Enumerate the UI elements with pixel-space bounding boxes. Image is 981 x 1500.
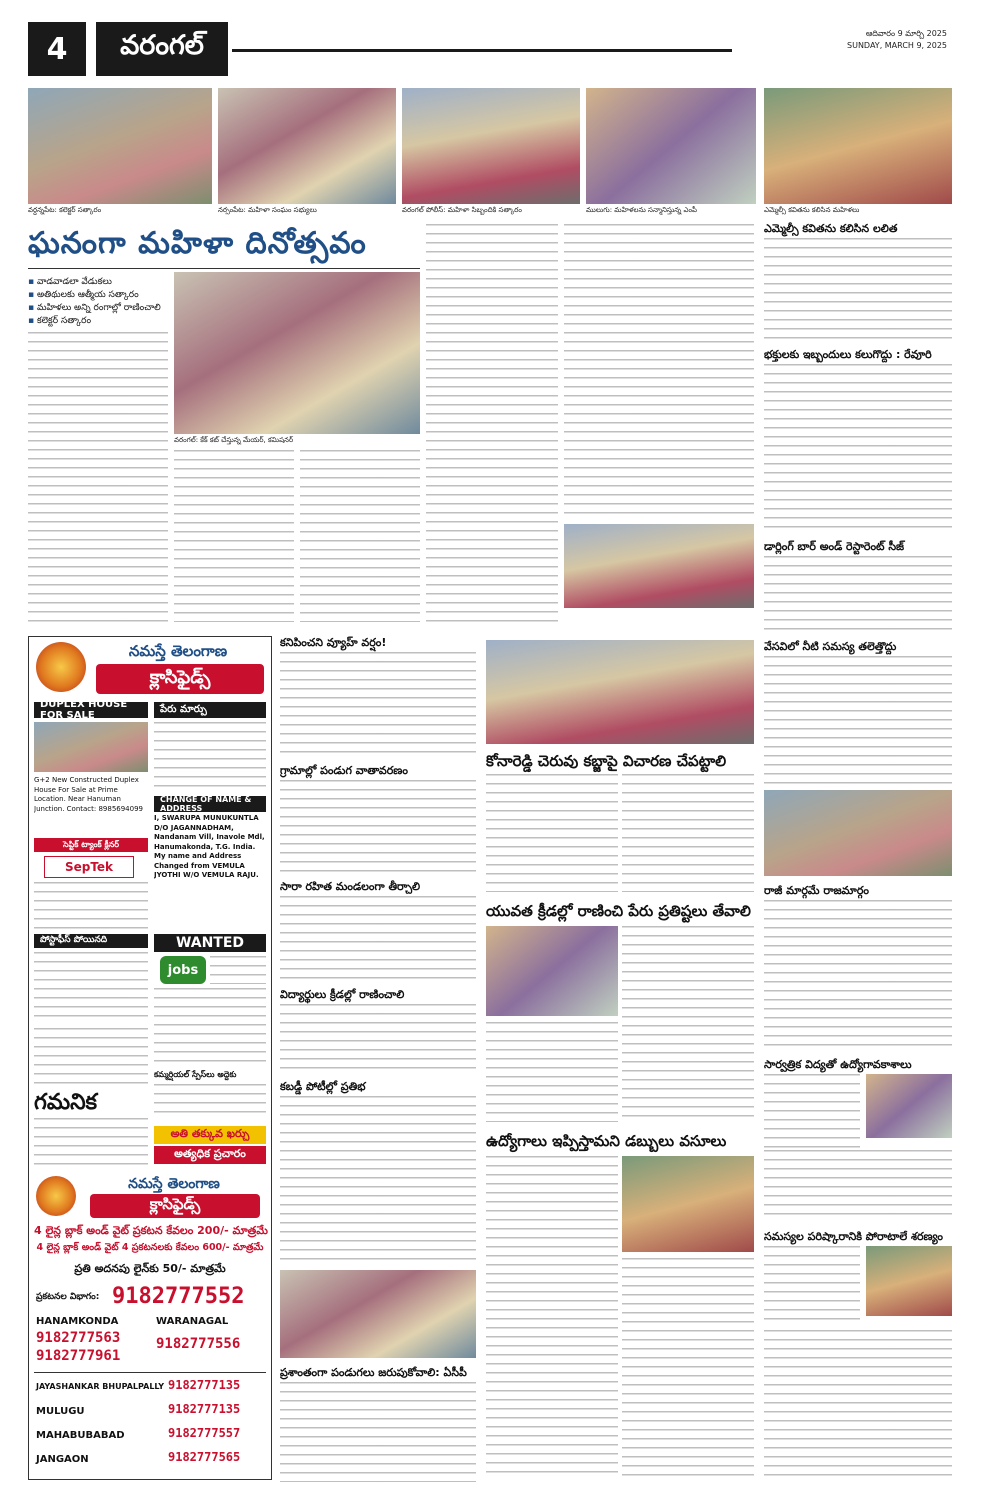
body-col-mid1: [426, 224, 558, 622]
lead-body-col1: [28, 332, 168, 622]
wanted-body: [154, 988, 266, 1066]
body-konareddy-a: [486, 774, 618, 892]
wanted-heading: WANTED: [154, 934, 266, 952]
headline-vidyarthula: విద్యార్థులు క్రీడల్లో రాణించాలి: [280, 988, 405, 1001]
duplex-text: G+2 New Constructed Duplex House For Sale at Prime Location. Near Hanuman Junction. Contact: 8985694099: [34, 776, 143, 813]
rent-body: [154, 1084, 266, 1120]
page-number: 4: [28, 22, 86, 76]
duplex-photo: [34, 722, 148, 772]
district-office-phone: 9182777135: [168, 1402, 241, 1416]
lead-photo-caption: వరంగల్: కేక్ కట్ చేస్తున్న మేయర్, కమిషనర్: [174, 436, 294, 444]
caption-mulugu: ములుగు: మహిళలను సన్మానిస్తున్న ఎంపీ: [586, 206, 697, 214]
caption-vardhannapet: వర్ధన్నపేట: కలెక్టర్ సత్కారం: [28, 206, 102, 214]
headline-darling-bar: డార్లింగ్ బార్ అండ్ రెస్టారెంట్ సీజ్: [764, 540, 905, 553]
headline-udyogalu: ఉద్యోగాలు ఇప్పిస్తామని డబ్బులు వసూలు: [486, 1132, 727, 1150]
headline-sara-rahitha: సారా రహిత మండలంగా తీర్చాలి: [280, 880, 421, 893]
body-sara-rahitha: [280, 896, 476, 980]
office-warangal-phone: 9182777556: [156, 1336, 241, 1352]
headline-bhakthulu: భక్తులకు ఇబ్బందులు కలుగొద్దు : రేవూరి: [764, 348, 932, 361]
body-udyogalu-b: [622, 1258, 754, 1480]
jobs-side: [210, 956, 266, 984]
gamanika-heading: గమనిక: [34, 1090, 98, 1115]
office-hanamkonda-phone-1: 9182777563: [36, 1330, 121, 1346]
change-address-heading: CHANGE OF NAME & ADDRESS: [154, 796, 266, 812]
rent-heading: కమ్మర్షియల్ స్పేస్‌లు అద్దెకు: [154, 1070, 237, 1079]
lead-rule: [28, 268, 420, 269]
body-bhakthulu: [764, 364, 952, 532]
office-hanamkonda: HANAMKONDA: [36, 1316, 119, 1327]
headline-prashanthanga: ప్రశాంతంగా పండుగలు జరుపుకోవాలి: ఏసీపీ: [280, 1366, 467, 1379]
headline-samasyala: సమస్యల పరిష్కారానికి పోరాటాలే శరణ్యం: [764, 1230, 943, 1243]
septic-heading: సెప్టిక్ ట్యాంక్ క్లీనర్: [34, 838, 148, 852]
office-warangal: WARANAGAL: [156, 1316, 229, 1327]
headline-raji-margam: రాజీ మార్గమే రాజమార్గం: [764, 884, 869, 897]
photo-yuvatha: [486, 926, 618, 1016]
name-change-heading: పేరు మార్పు: [154, 702, 266, 718]
issue-date-en: SUNDAY, MARCH 9, 2025: [847, 41, 947, 50]
lead-bullet: ▪ కలెక్టర్ సత్కారం: [28, 315, 168, 328]
body-col-mid2: [564, 224, 754, 520]
duplex-heading: DUPLEX HOUSE FOR SALE: [34, 702, 148, 718]
headline-sarvatrika: సార్వత్రిక విద్యతో ఉద్యోగావకాశాలు: [764, 1058, 912, 1071]
real-estate-body: [34, 1028, 148, 1088]
headline-yuvatha: యువత క్రీడల్లో రాణించి పేరు ప్రతిష్టలు తేవాలి: [486, 902, 751, 920]
change-address-text: I, SWARUPA MUNUKUNTLA D/O JAGANNADHAM, Nandanam Vill, Inavole Mdl, Hanumakonda, T.G. India. My name and Address Changed from VEMULA JYOTHI W/O VEMULA RAJU.: [154, 814, 265, 879]
classifieds-brand-2: నమస్తే తెలంగాణ: [128, 1176, 220, 1192]
ad-banner-1: అతి తక్కువ ఖర్చు: [154, 1126, 266, 1144]
body-kavitha: [764, 238, 952, 342]
issue-date-te: ఆదివారం 9 మార్చి 2025: [865, 29, 947, 38]
body-sarvatrika-b: [764, 1150, 952, 1222]
lead-bullet: ▪ మహిళలు అన్ని రంగాల్లో రాణించాలి: [28, 302, 168, 315]
lead-bullet: ▪ అతిథులకు ఆత్మీయ సత్కారం: [28, 289, 168, 302]
body-gramallo: [280, 780, 476, 872]
rate-3: ప్రతి అదనపు లైన్‌కు 50/- మాత్రమే: [74, 1262, 226, 1275]
body-darling-bar: [764, 556, 952, 632]
classifieds-logo-2: [36, 1176, 76, 1216]
classifieds-title-2: క్లాసిఫైడ్స్: [90, 1194, 260, 1218]
photo-mulugu: [586, 88, 756, 204]
headline-summer-water: వేసవిలో నీటి సమస్య తలెత్తొద్దు: [764, 640, 897, 653]
photo-brs-leaders: [486, 640, 754, 744]
district-office-phone: 9182777557: [168, 1426, 241, 1440]
body-sarvatrika-a: [764, 1074, 860, 1148]
rate-1: 4 లైన్ల బ్లాక్ అండ్ వైట్ ప్రకటన కేవలం 200/- మాత్రమే: [34, 1224, 268, 1237]
body-yuvatha-a: [486, 1022, 618, 1122]
jobs-logo: jobs: [160, 956, 206, 984]
body-kabaddi: [280, 1096, 476, 1262]
caption-warangal-police: వరంగల్ పోలీస్: మహిళా సిబ్బందికి సత్కారం: [402, 206, 522, 214]
classifieds-title: క్లాసిఫైడ్స్: [96, 664, 264, 694]
photo-samasyala: [866, 1246, 952, 1316]
body-summer-water: [764, 656, 952, 786]
lost-heading: పోస్టాఫీస్ పోయినది: [34, 934, 148, 948]
ad-banner-2: అత్యధిక ప్రచారం: [154, 1146, 266, 1164]
body-kaniginnula: [280, 652, 476, 756]
headline-kavitha: ఎమ్మెల్సీ కవితను కలిసిన లలిత: [764, 222, 898, 235]
contact-label: ప్రకటనల విభాగం:: [36, 1292, 100, 1302]
office-hanamkonda-phone-2: 9182777961: [36, 1348, 121, 1364]
photo-sarvatrika: [866, 1074, 952, 1138]
rate-2: 4 లైన్ల బ్లాక్ అండ్ వైట్ 4 ప్రకటనలకు కేవలం 600/- మాత్రమే: [36, 1242, 264, 1253]
lead-bullet: ▪ వాడవాడలా వేడుకలు: [28, 276, 168, 289]
gamanika-body: [34, 1118, 148, 1170]
name-change-body: [154, 722, 266, 792]
header-rule: [232, 49, 732, 52]
body-samasyala-a: [764, 1246, 860, 1326]
headline-gramallo: గ్రామాల్లో పండుగ వాతావరణం: [280, 764, 408, 777]
headline-kaniginnula: కనిపించని వ్యూహ్ వర్షం!: [280, 636, 387, 649]
district-office-name: MULUGU: [36, 1406, 85, 1417]
photo-acp: [280, 1270, 476, 1358]
lead-body-col3: [300, 450, 420, 622]
district-office-name: JANGAON: [36, 1454, 89, 1465]
issue-date: [847, 28, 947, 52]
offices-rule: [34, 1372, 266, 1373]
body-vidyarthula: [280, 1004, 476, 1072]
body-udyogalu-a: [486, 1156, 618, 1480]
district-office-phone: 9182777135: [168, 1378, 241, 1392]
caption-narsampet: నర్సంపేట: మహిళా సంఘం సభ్యులు: [218, 206, 317, 214]
body-samasyala-b: [764, 1330, 952, 1480]
caption-kavitha: ఎమ్మెల్సీ కవితను కలిసిన మహిళలు: [764, 206, 860, 214]
lost-body: [34, 952, 148, 1024]
photo-kavitha: [764, 88, 952, 204]
lead-bullets: [28, 276, 168, 328]
photo-warangal-police: [402, 88, 580, 204]
body-konareddy-b: [622, 774, 754, 892]
photo-civil-judge: [764, 790, 952, 876]
classifieds-logo: [36, 642, 86, 692]
section-title: వరంగల్: [96, 22, 228, 76]
photo-mahabubabad: [564, 524, 754, 608]
photo-narsampet: [218, 88, 396, 204]
body-prashanthanga: [280, 1382, 476, 1482]
lead-photo: [174, 272, 420, 434]
body-yuvatha-b: [622, 926, 754, 1122]
contact-main-phone: 9182777552: [112, 1284, 245, 1309]
classifieds-brand: నమస్తే తెలంగాణ: [128, 642, 228, 660]
lead-body-col2: [174, 450, 294, 622]
district-office-phone: 9182777565: [168, 1450, 241, 1464]
septic-body: [34, 882, 148, 930]
photo-udyogalu: [622, 1156, 754, 1252]
septek-logo: SepTek: [44, 856, 134, 878]
lead-headline: ఘనంగా మహిళా దినోత్సవం: [28, 226, 367, 261]
headline-kabaddi: కబడ్డీ పోటీల్లో ప్రతిభ: [280, 1080, 366, 1093]
district-office-name: JAYASHANKAR BHUPALPALLY: [36, 1382, 165, 1391]
photo-vardhannapet: [28, 88, 212, 204]
headline-konareddy: కోనారెడ్డి చెరువు కబ్జాపై విచారణ చేపట్టాలి: [486, 752, 727, 770]
body-raji-margam: [764, 900, 952, 1050]
district-office-name: MAHABUBABAD: [36, 1430, 125, 1441]
